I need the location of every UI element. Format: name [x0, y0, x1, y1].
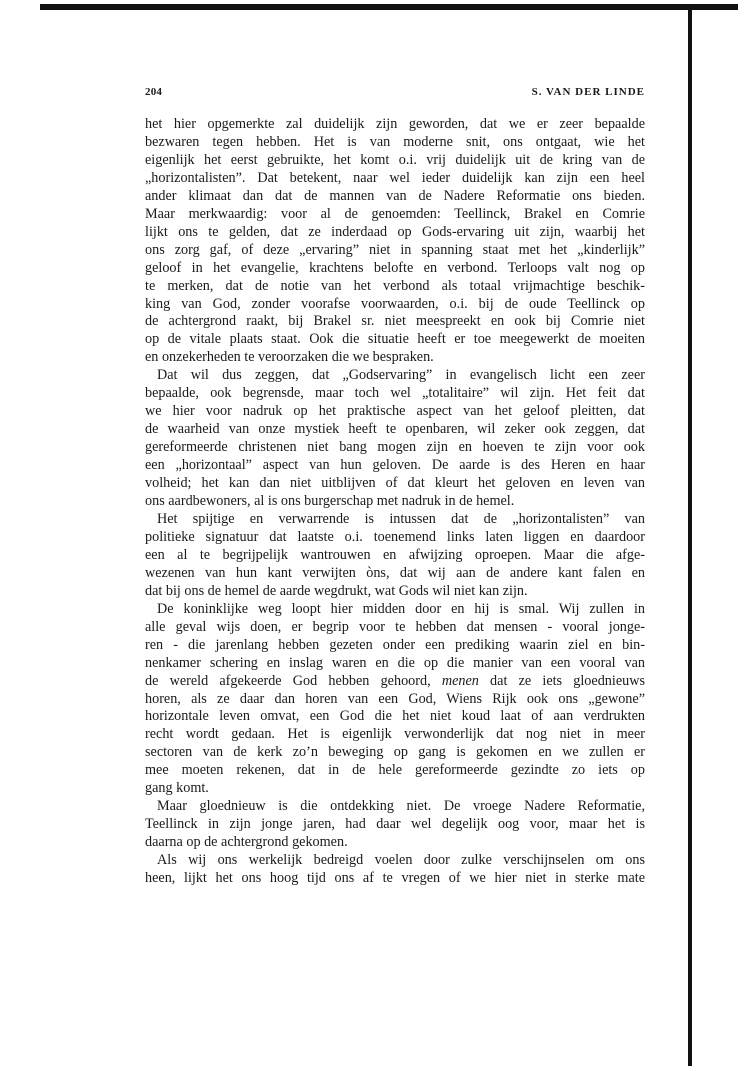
text-line: politieke signatuur dat laatste o.i. toenemend links laten liggen en daardoor: [145, 528, 645, 545]
paragraph-2: [145, 367, 645, 511]
text-line: Dat wil dus zeggen, dat „Godservaring” in evangelisch licht een zeer: [157, 367, 645, 384]
text-line: horen, als ze daar dan horen van een God, Wiens Rijk ook ons „gewone”: [145, 690, 645, 707]
paragraph-1: [145, 116, 645, 367]
right-border-rule: [688, 4, 692, 1066]
text-line: ren - die jarenlang hebben gezeten onder een prediking waarin ziel en bin-: [145, 636, 645, 653]
text-line: het hier opgemerkte zal duidelijk zijn geworden, dat we er zeer bepaalde: [145, 116, 645, 132]
paragraph-3: [145, 511, 645, 601]
text-line: mee moeten rekenen, dat in de hele gereformeerde gezindte zo iets op: [145, 762, 645, 779]
text-line: Als wij ons werkelijk bedreigd voelen door zulke verschijnselen om ons: [157, 852, 645, 869]
paragraph-6: [145, 852, 645, 888]
text-line: recht wordt gedaan. Het is eigenlijk verwonderlijk dat nog niet in meer: [145, 726, 645, 743]
text-line: De koninklijke weg loopt hier midden door en hij is smal. Wij zullen in: [157, 600, 645, 617]
text-line: eigenlijk het eerst gebruikte, het komt o.i. vrij duidelijk uit de kring van de: [145, 151, 645, 168]
text-line: ander klimaat dan dat de mannen van de Nadere Reformatie ons bieden.: [145, 187, 645, 204]
text-line: te merken, dat de notie van het verbond als totaal vrijmachtige beschik-: [145, 277, 645, 294]
text-line: Teellinck in zijn jonge jaren, had daar wel degelijk oog voor, maar het is: [145, 816, 645, 833]
text-line: de waarheid van onze mystiek heeft te openbaren, wil zeker ook zeggen, dat: [145, 421, 645, 438]
text-line: een „horizontaal” aspect van hun geloven. De aarde is des Heren en haar: [145, 457, 645, 474]
text-line: een al te begrijpelijk wantrouwen en afwijzing oproepen. Maar die afge-: [145, 546, 645, 563]
text-line: king van God, zonder voorafse voorwaarden, o.i. bij de oude Teellinck op: [145, 295, 645, 312]
text-line: gereformeerde christenen niet bang mogen zijn en hoeven te zijn voor ook: [145, 439, 645, 456]
page-number: 204: [145, 86, 163, 98]
emphasized-word: menen: [441, 672, 479, 689]
paragraph-5: [145, 798, 645, 852]
text-line: op de vitale plaats staat. Ook die situatie heeft er toe meegewerkt de moeiten: [145, 331, 645, 348]
paragraph-4: [145, 601, 645, 798]
text-line: bezwaren tegen hebben. Het is van moderne snit, ons ontgaat, wie het: [145, 133, 645, 150]
body-text: [145, 116, 645, 888]
text-line: Maar gloednieuw is die ontdekking niet. De vroege Nadere Reformatie,: [157, 798, 645, 815]
text-line: ons zorg gaf, of deze „ervaring” niet in spanning staat met het „kinderlijk”: [145, 241, 645, 258]
text-line: wezenen van hun kant verwijten òns, dat wij aan de andere kant falen en: [145, 564, 645, 581]
text-line: heen, lijkt het ons hoog tijd ons af te vregen of we hier niet in sterke mate: [145, 870, 645, 887]
text-line: volheid; het kan dan niet uitblijven of dat kleurt het geloven en leven van: [145, 475, 645, 492]
text-line-with-emphasis: de wereld afgekeerde God hebben gehoord, menen dat ze iets gloednieuws: [145, 672, 645, 689]
page-header: [145, 86, 645, 106]
text-line: bepaalde, ook begrensde, maar toch wel „totalitaire” wil zijn. Het feit dat: [145, 385, 645, 402]
text-line: dat bij ons de hemel de aarde wegdrukt, wat Gods wil niet kan zijn.: [145, 582, 528, 599]
text-line: de achtergrond raakt, bij Brakel sr. niet meespreekt en ook bij Comrie niet: [145, 313, 645, 330]
text-line: ons aardbewoners, al is ons burgerschap met nadruk in de hemel.: [145, 493, 515, 510]
running-head: S. VAN DER LINDE: [531, 86, 645, 98]
text-line: Het spijtige en verwarrende is intussen dat de „horizontalisten” van: [157, 510, 645, 527]
text-line: daarna op de achtergrond gekomen.: [145, 834, 348, 851]
text-line: alle geval wijs doen, er begrip voor te hebben dat mensen - vooral jonge-: [145, 618, 645, 635]
text-line: we hier voor nadruk op het praktische aspect van het geloof pleitten, dat: [145, 403, 645, 420]
text-line: horizontale leven omvat, een God die het niet koud laat of aan verdrukten: [145, 708, 645, 725]
text-line: geloof in het evangelie, krachtens belofte en verbond. Terloops valt nog op: [145, 259, 645, 276]
text-line: en onzekerheden te veroorzaken die we bespraken.: [145, 349, 434, 366]
top-border-rule: [40, 4, 738, 10]
text-line: sectoren van de kerk zo’n beweging op gang is gekomen en we zullen er: [145, 744, 645, 761]
text-line: nenkamer schering en inslag waren en die op die manier van een vooral van: [145, 654, 645, 671]
text-line: lijkt ons te gelden, dat ze inderdaad op Gods-ervaring uit zijn, waarbij het: [145, 223, 645, 240]
text-line: Maar merkwaardig: voor al de genoemden: Teellinck, Brakel en Comrie: [145, 205, 645, 222]
text-line: „horizontalisten”. Dat betekent, naar wel ieder duidelijk kan zijn een heel: [145, 169, 645, 186]
text-line: gang komt.: [145, 780, 209, 797]
